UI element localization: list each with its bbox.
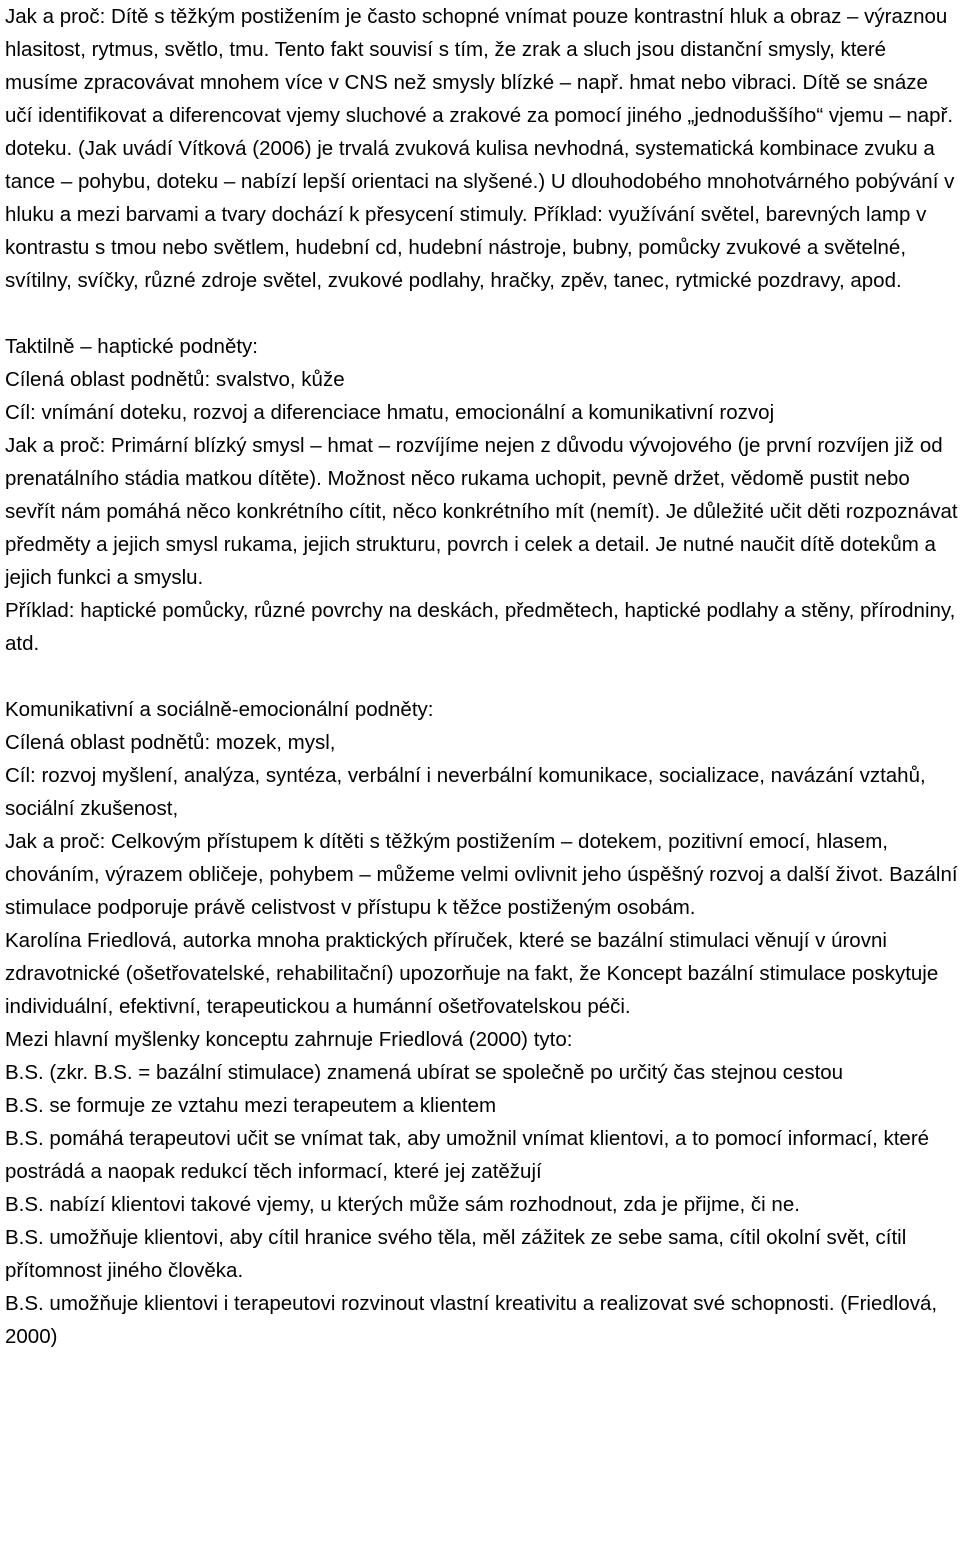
tactile-heading: Taktilně – haptické podněty: [5,335,258,358]
document-page [5,0,960,1353]
spacer [5,660,960,693]
list-item: B.S. umožňuje klientovi i terapeutovi rozvinout vlastní kreativitu a realizovat své schopnosti. (Friedlová, 2000) [5,1292,938,1348]
list-item: B.S. se formuje ze vztahu mezi terapeutem a klientem [5,1094,497,1117]
ideas-intro: Mezi hlavní myšlenky konceptu zahrnuje Friedlová (2000) tyto: [5,1028,573,1051]
tactile-why: Jak a proč: Primární blízký smysl – hmat – rozvíjíme nejen z důvodu vývojového (je první rozvíjen již od prenatálního stádia matkou dítěte). Možnost něco rukama uchopit, pevně držet, vědomě pustit nebo sevřít nám pomáhá něco konkrétního cítit, něco konkrétního mít (nemít). Je důležité učit děti rozpoznávat předměty a jejich smysl rukama, jejich strukturu, povrch i celek a detail. Je nutné naučit dítě dotekům a jejich funkci a smyslu. [5,434,958,589]
list-item: B.S. nabízí klientovi takové vjemy, u kterých může sám rozhodnout, zda je přijme, či ne. [5,1193,800,1216]
communicative-why: Jak a proč: Celkovým přístupem k dítěti s těžkým postižením – dotekem, pozitivní emocí, hlasem, chováním, výrazem obličeje, pohybem – můžeme velmi ovlivnit jeho úspěšný rozvoj a další život. Bazální stimulace podporuje právě celistvost v přístupu k těžce postiženým osobám. [5,830,958,919]
list-item: B.S. (zkr. B.S. = bazální stimulace) znamená ubírat se společně po určitý čas stejnou cestou [5,1061,844,1084]
communicative-heading: Komunikativní a sociálně-emocionální podněty: [5,698,434,721]
ideas-list [5,1056,960,1353]
spacer [5,297,960,330]
communicative-goal: Cíl: rozvoj myšlení, analýza, syntéza, verbální i neverbální komunikace, socializace, navázání vztahů, sociální zkušenost, [5,764,926,820]
list-item: B.S. umožňuje klientovi, aby cítil hranice svého těla, měl zážitek ze sebe sama, cítil okolní svět, cítil přítomnost jiného člověka. [5,1226,907,1282]
communicative-target-area: Cílená oblast podnětů: mozek, mysl, [5,731,336,754]
tactile-goal: Cíl: vnímání doteku, rozvoj a diferenciace hmatu, emocionální a komunikativní rozvoj [5,401,775,424]
visual-auditory-paragraph: Jak a proč: Dítě s těžkým postižením je často schopné vnímat pouze kontrastní hluk a obraz – výraznou hlasitost, rytmus, světlo, tmu. Tento fakt souvisí s tím, že zrak a sluch jsou distanční smysly, které musíme zpracovávat mnohem více v CNS než smysly blízké – např. hmat nebo vibraci. Dítě se snáze učí identifikovat a diferencovat vjemy sluchové a zrakové za pomocí jiného „jednoduššího“ vjemu – např. doteku. (Jak uvádí Vítková (2006) je trvalá zvuková kulisa nevhodná, systematická kombinace zvuku a tance – pohybu, doteku – nabízí lepší orientaci na slyšené.) U dlouhodobého mnohotvárného pobývání v hluku a mezi barvami a tvary dochází k přesycení stimuly. Příklad: využívání světel, barevných lamp v kontrastu s tmou nebo světlem, hudební cd, hudební nástroje, bubny, pomůcky zvukové a světelné, svítilny, svíčky, různé zdroje světel, zvukové podlahy, hračky, zpěv, tanec, rytmické pozdravy, apod. [5,5,955,292]
list-item: B.S. pomáhá terapeutovi učit se vnímat tak, aby umožnil vnímat klientovi, a to pomocí informací, které postrádá a naopak redukcí těch informací, které jej zatěžují [5,1127,930,1183]
tactile-target-area: Cílená oblast podnětů: svalstvo, kůže [5,368,345,391]
tactile-example: Příklad: haptické pomůcky, různé povrchy na deskách, předmětech, haptické podlahy a stěny, přírodniny, atd. [5,599,956,655]
friedlova-paragraph: Karolína Friedlová, autorka mnoha praktických příruček, které se bazální stimulaci věnují v úrovni zdravotnické (ošetřovatelské, rehabilitační) upozorňuje na fakt, že Koncept bazální stimulace poskytuje individuální, efektivní, terapeutickou a humánní ošetřovatelskou péči. [5,929,939,1018]
